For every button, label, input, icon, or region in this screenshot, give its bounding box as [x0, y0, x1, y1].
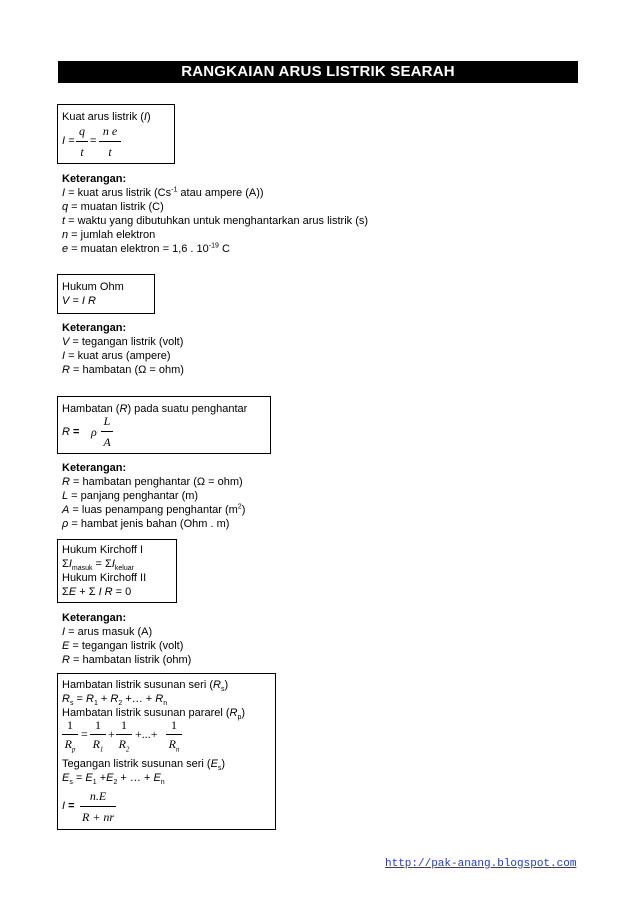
fraction-q-t: q t	[79, 124, 85, 159]
keterangan-item: R = hambatan penghantar (Ω = ohm)	[62, 476, 243, 488]
equals-sign: =	[90, 135, 97, 147]
fraction-bar	[80, 806, 116, 807]
fraction-bar	[166, 734, 182, 735]
fraction-L-A: L A	[103, 414, 111, 449]
keterangan-label: Keterangan:	[62, 612, 127, 624]
keterangan-item: E = tegangan listrik (volt)	[62, 640, 184, 652]
ohm-heading: Hukum Ohm	[62, 281, 124, 293]
fraction-nE-Rnr: n.E R + nr	[81, 789, 115, 824]
rho-symbol: ρ	[91, 425, 97, 439]
fraction-1-Rp: 1 $R_p$	[64, 718, 76, 754]
fraction-1-Rn: 1 $R_n$	[168, 718, 180, 754]
keterangan-label: Keterangan:	[62, 322, 127, 334]
plus-sign: +	[108, 727, 115, 741]
kuat-arus-lhs: I =	[62, 135, 75, 147]
pararel-heading: Hambatan listrik susunan pararel $(R_p)$	[62, 707, 246, 722]
kirchoff-1-heading: Hukum Kirchoff I	[62, 544, 144, 556]
fraction-bar	[76, 141, 88, 142]
keterangan-item: V = tegangan listrik (volt)	[62, 336, 184, 348]
seri-formula: $R_s = R_1 + R_2$ +… + $R_n$	[62, 693, 168, 708]
plus-dots: +...+	[135, 727, 158, 741]
fraction-bar	[90, 734, 106, 735]
fraction-bar	[116, 734, 132, 735]
keterangan-item: n = jumlah elektron	[62, 229, 156, 241]
kirchoff-2-heading: Hukum Kirchoff II	[62, 572, 147, 584]
keterangan-item: R = hambatan (Ω = ohm)	[62, 364, 184, 376]
keterangan-label: Keterangan:	[62, 462, 127, 474]
keterangan-item: R = hambatan listrik (ohm)	[62, 654, 192, 666]
kirchoff-1-formula: $\Sigma I_{masuk} = \Sigma I_{keluar}$	[62, 558, 134, 573]
fraction-bar	[99, 141, 121, 142]
fraction-ne-t: n e t	[102, 124, 118, 159]
tegangan-formula: $E_s = E_1 +E_2$ + … + $E_n$	[62, 772, 165, 787]
keterangan-item: I = kuat arus listrik ($Cs^{-1}$ atau ampere (A))	[62, 186, 264, 199]
kirchoff-2-formula: ΣE + Σ I R = 0	[62, 586, 132, 598]
hambatan-lhs: R =	[62, 426, 80, 438]
ohm-formula: V = I R	[62, 295, 96, 307]
seri-heading: Hambatan listrik susunan seri $(R_s)$	[62, 679, 229, 694]
fraction-bar	[101, 431, 113, 432]
keterangan-item: t = waktu yang dibutuhkan untuk menghantarkan arus listrik (s)	[62, 215, 369, 227]
keterangan-item: I = kuat arus (ampere)	[62, 350, 171, 362]
fraction-1-R1: 1 $R_1$	[92, 718, 104, 754]
kuat-arus-heading: Kuat arus listrik (I)	[62, 111, 151, 123]
keterangan-label: Keterangan:	[62, 173, 127, 185]
keterangan-item: e = muatan elektron = 1,6 . $10^{-19}$ C	[62, 242, 230, 255]
fraction-bar	[62, 734, 78, 735]
page-title: RANGKAIAN ARUS LISTRIK SEARAH	[58, 61, 578, 83]
hambatan-heading: Hambatan (R) pada suatu penghantar	[62, 403, 248, 415]
equals-sign: =	[81, 727, 88, 741]
keterangan-item: A = luas penampang penghantar $(m^2)$	[62, 503, 246, 516]
keterangan-item: L = panjang penghantar (m)	[62, 490, 199, 502]
keterangan-item: I = arus masuk (A)	[62, 626, 153, 638]
current-lhs: I =	[62, 800, 75, 812]
keterangan-item: ρ = hambat jenis bahan (Ohm . m)	[62, 518, 230, 530]
fraction-1-R2: 1 $R_2$	[118, 718, 130, 754]
tegangan-heading: Tegangan listrik susunan seri $(E_s)$	[62, 758, 226, 773]
footer-link[interactable]: http://pak-anang.blogspot.com	[385, 858, 577, 870]
keterangan-item: q = muatan listrik (C)	[62, 201, 164, 213]
